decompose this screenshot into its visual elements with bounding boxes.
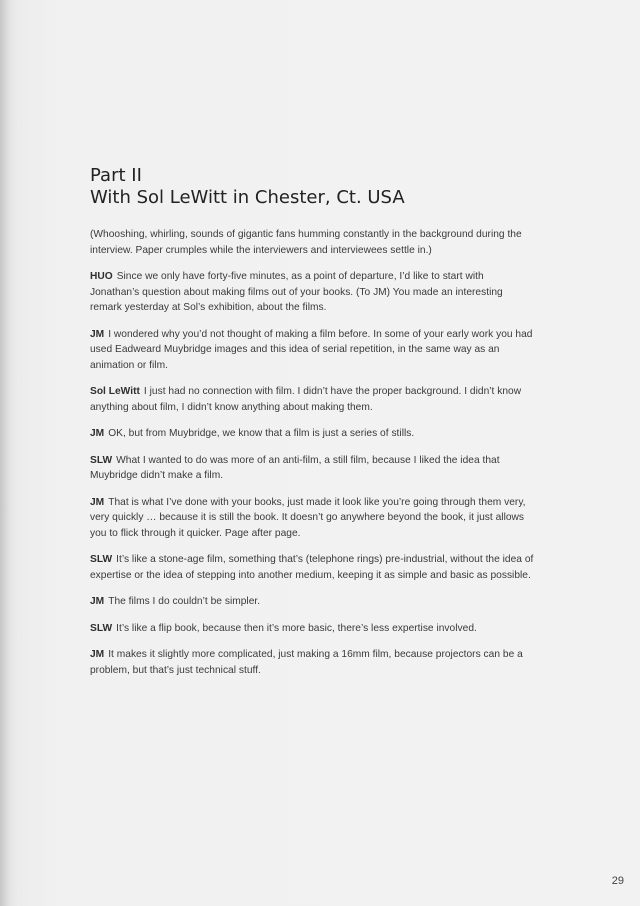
- speaker-label: SLW: [90, 454, 113, 466]
- dialogue-paragraph: [90, 621, 535, 637]
- dialogue-paragraph: [90, 552, 535, 583]
- dialogue-paragraph: [90, 384, 535, 415]
- part-label: Part II: [90, 165, 142, 186]
- page-number: 29: [611, 875, 624, 887]
- speaker-label: HUO: [90, 271, 113, 282]
- dialogue-paragraph: [90, 453, 535, 484]
- dialogue-text: That is what I’ve done with your books, just made it look like you’re going through them very, very quickly … because it is still the book. It doesn’t go anywhere beyond the book, it just allows you to flick through it quicker. Page after page.: [90, 496, 526, 539]
- dialogue-paragraph: [90, 327, 535, 374]
- speaker-label: JM: [90, 649, 105, 660]
- speaker-label: JM: [90, 596, 105, 607]
- dialogue-text: The films I do couldn’t be simpler.: [108, 596, 261, 607]
- speaker-label: JM: [90, 328, 105, 340]
- dialogue-paragraph: [90, 426, 535, 442]
- speaker-label: JM: [90, 428, 105, 439]
- dialogue-paragraph: [90, 647, 535, 678]
- article-content: [90, 165, 535, 689]
- speaker-label: Sol LeWitt: [90, 386, 140, 397]
- dialogue-text: OK, but from Muybridge, we know that a film is just a series of stills.: [108, 428, 415, 439]
- dialogue-text: It’s like a flip book, because then it’s more basic, there’s less expertise involved.: [116, 622, 477, 634]
- dialogue-text: Since we only have forty-five minutes, as a point of departure, I’d like to start with Jonathan’s question about making films out of your books. (To JM) You made an interesting remark yesterday at Sol’s exhibition, about the films.: [90, 271, 503, 313]
- speaker-label: SLW: [90, 622, 113, 634]
- dialogue-text: It makes it slightly more complicated, just making a 16mm film, because projectors can be a problem, but that’s just technical stuff.: [90, 649, 523, 676]
- dialogue-text: What I wanted to do was more of an anti-film, a still film, because I liked the idea that Muybridge didn’t make a film.: [90, 454, 500, 481]
- dialogue-text: I wondered why you’d not thought of making a film before. In some of your early work you had used Eadweard Muybridge images and this idea of serial repetition, in the same way as an animation or film.: [90, 328, 533, 371]
- dialogue-text: It’s like a stone-age film, something that’s (telephone rings) pre-industrial, without the idea of expertise or the idea of stepping into another medium, keeping it as simple and basic as possible.: [90, 554, 534, 581]
- section-title: With Sol LeWitt in Chester, Ct. USA: [90, 187, 405, 208]
- dialogue-paragraph: [90, 495, 535, 542]
- dialogue-text: I just had no connection with film. I didn’t have the proper background. I didn’t know anything about film, I didn’t know anything about making them.: [90, 386, 522, 413]
- intro-paragraph: (Whooshing, whirling, sounds of gigantic fans humming constantly in the background during the interview. Paper crumples while the interviewers and interviewees settle in.): [90, 229, 522, 256]
- dialogue-paragraph: [90, 594, 535, 610]
- speaker-label: SLW: [90, 554, 113, 565]
- speaker-label: JM: [90, 496, 105, 508]
- dialogue-paragraph: [90, 269, 535, 316]
